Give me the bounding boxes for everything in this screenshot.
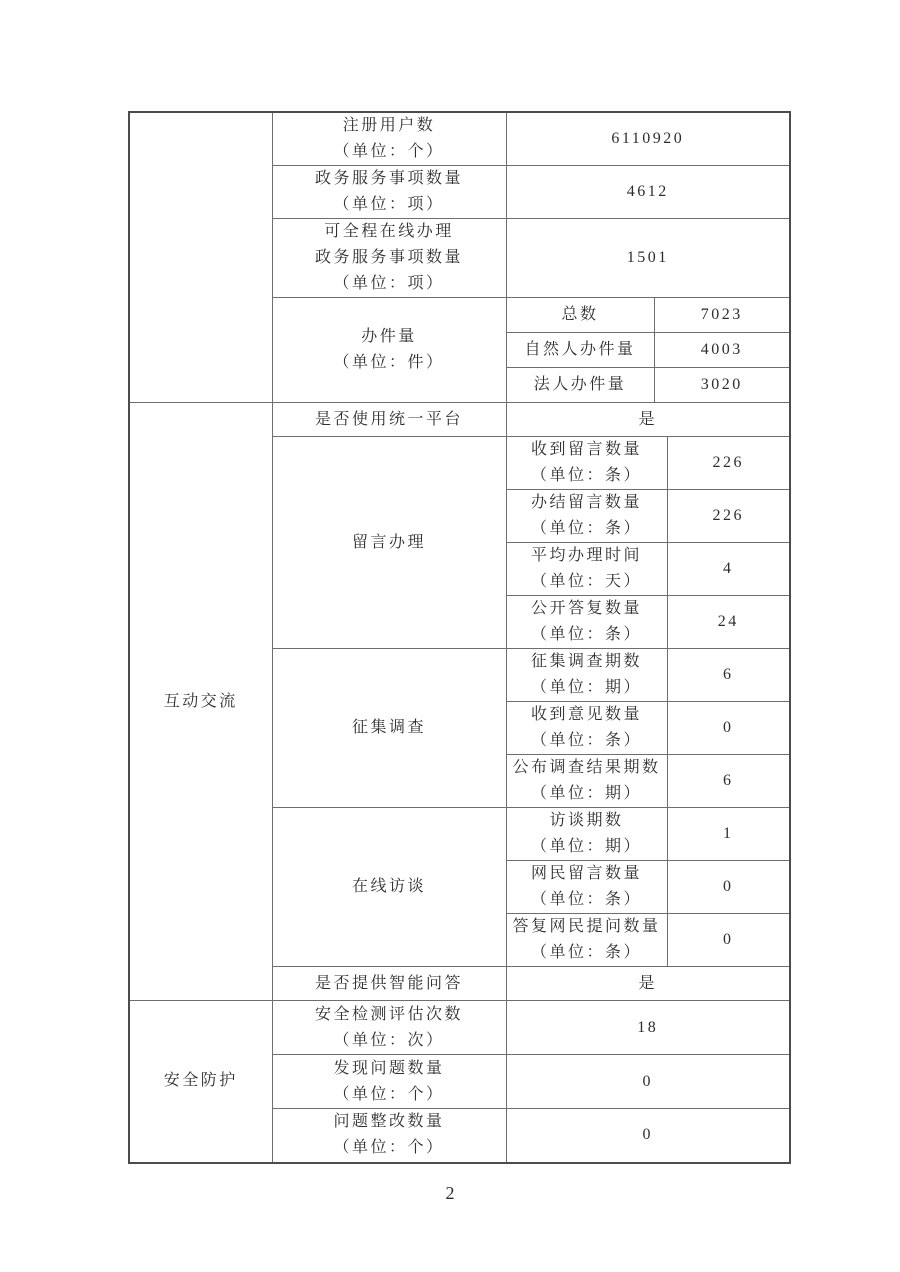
label-line: （单位：条） (530, 467, 642, 484)
label-line: 访谈期数 (549, 812, 624, 829)
label-line: （单位：个） (333, 143, 445, 160)
sub-value: 0 (667, 914, 790, 967)
sub-label (506, 298, 654, 333)
label-line: 是否提供智能问答 (314, 974, 463, 992)
label-line: 征集调查 (351, 719, 426, 736)
row-value: 0 (506, 1055, 790, 1109)
row-value: 0 (506, 1109, 790, 1163)
label-line: （单位：次） (333, 1031, 445, 1049)
label-line: 答复网民提问数量 (512, 918, 661, 935)
row-label (272, 219, 506, 298)
row-value: 1501 (506, 219, 790, 298)
label-line: 可全程在线办理 (324, 223, 454, 240)
label-line: （单位：期） (530, 838, 642, 855)
label-line: （单位：天） (530, 573, 642, 590)
label-line: 网民留言数量 (530, 865, 642, 882)
label-line: 在线访谈 (351, 878, 426, 895)
sub-label (506, 755, 667, 808)
label-line: （单位：期） (530, 785, 642, 802)
sub-value: 226 (667, 437, 790, 490)
sub-label (506, 702, 667, 755)
row-label (272, 403, 506, 437)
sub-label (506, 861, 667, 914)
label-line: 政务服务事项数量 (314, 249, 463, 266)
sub-value: 4 (667, 543, 790, 596)
label-line: 安全检测评估次数 (314, 1005, 463, 1023)
sub-label (506, 649, 667, 702)
sub-value: 1 (667, 808, 790, 861)
label-line: （单位：条） (530, 626, 642, 643)
label-line: （单位：条） (530, 732, 642, 749)
group-cell (129, 112, 272, 403)
sub-value: 0 (667, 861, 790, 914)
sub-value: 7023 (654, 298, 790, 333)
sub-value: 24 (667, 596, 790, 649)
sub-label (506, 596, 667, 649)
label-line: （单位：条） (530, 891, 642, 908)
table-row (129, 403, 790, 437)
label-line: 法人办件量 (533, 376, 627, 393)
row-label (272, 437, 506, 649)
row-label (272, 112, 506, 166)
label-line: 公开答复数量 (530, 600, 642, 617)
label-line: 问题整改数量 (333, 1113, 445, 1131)
sub-label (506, 333, 654, 368)
sub-label (506, 808, 667, 861)
label-line: （单位：条） (530, 944, 642, 961)
label-line: 收到留言数量 (530, 441, 642, 458)
row-value: 是 (506, 967, 790, 1001)
row-label (272, 1001, 506, 1055)
label-line: 收到意见数量 (530, 706, 642, 723)
sub-value: 4003 (654, 333, 790, 368)
sub-label (506, 914, 667, 967)
label-line: 政务服务事项数量 (314, 170, 463, 187)
row-label (272, 649, 506, 808)
group-cell (129, 403, 272, 1001)
row-label (272, 298, 506, 403)
label-line: 办结留言数量 (530, 494, 642, 511)
report-table (128, 111, 791, 1164)
row-label (272, 166, 506, 219)
sub-value: 6 (667, 755, 790, 808)
label-line: 自然人办件量 (524, 341, 636, 358)
row-label (272, 808, 506, 967)
row-label (272, 1109, 506, 1163)
sub-label (506, 490, 667, 543)
table-row (129, 1001, 790, 1055)
sub-value: 226 (667, 490, 790, 543)
label-line: 发现问题数量 (333, 1059, 445, 1077)
sub-value: 6 (667, 649, 790, 702)
label-line: （单位：期） (530, 679, 642, 696)
page-number: 2 (445, 1183, 455, 1203)
label-line: 公布调查结果期数 (512, 759, 661, 776)
label-line: 留言办理 (351, 533, 426, 551)
label-line: （单位：件） (333, 354, 445, 371)
row-label (272, 1055, 506, 1109)
label-line: （单位：个） (333, 1085, 445, 1103)
sub-label (506, 543, 667, 596)
label-line: 征集调查期数 (530, 653, 642, 670)
sub-label (506, 368, 654, 403)
label-line: （单位：个） (333, 1139, 445, 1157)
row-value: 6110920 (506, 112, 790, 166)
label-line: （单位：项） (333, 275, 445, 292)
label-line: 是否使用统一平台 (314, 410, 463, 428)
label-line: 办件量 (361, 328, 417, 345)
label-line: 平均办理时间 (530, 547, 642, 564)
row-value: 是 (506, 403, 790, 437)
row-value: 18 (506, 1001, 790, 1055)
label-line: 总数 (561, 306, 599, 323)
row-label (272, 967, 506, 1001)
table-row (129, 112, 790, 166)
label-line: （单位：项） (333, 196, 445, 213)
label-line: 互动交流 (163, 692, 238, 710)
label-line: 注册用户数 (342, 117, 436, 134)
report-table-body (129, 112, 790, 1163)
sub-label (506, 437, 667, 490)
label-line: 安全防护 (163, 1072, 238, 1090)
label-line: （单位：条） (530, 520, 642, 537)
group-cell (129, 1001, 272, 1163)
sub-value: 3020 (654, 368, 790, 403)
row-value: 4612 (506, 166, 790, 219)
sub-value: 0 (667, 702, 790, 755)
